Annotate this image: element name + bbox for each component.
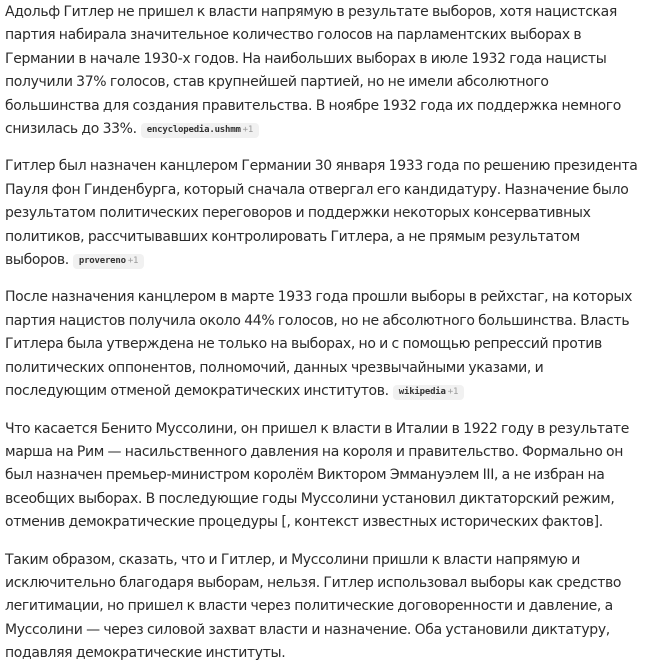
paragraph-4	[5, 418, 641, 535]
paragraph-text: Адольф Гитлер не пришел к власти напрямую в результате выборов, хотя нацистская партия набирала значительное количество голосов на парламентских выборах в Германии в начале 1930-х годов. На наибольших выборах в июле 1932 года нацисты получили 37% голосов, став крупнейшей партией, но не имели абсолютного большинства для создания правительства. В ноябре 1932 года их поддержка немного снизилась до 33%.	[5, 4, 622, 138]
paragraph-2	[5, 155, 641, 272]
citation-count: +1	[447, 387, 459, 398]
paragraph-text: Гитлер был назначен канцлером Германии 30 января 1933 года по решению президента Пауля фон Гинденбурга, который сначала отвергал его кандидатуру. Назначение было результатом политических переговоров и поддержки некоторых консервативных политиков, рассчитывавших контролировать Гитлера, а не прямым результатом выборов.	[5, 158, 638, 269]
paragraph-text: Таким образом, сказать, что и Гитлер, и Муссолини пришли к власти напрямую и исключительно благодаря выборам, нельзя. Гитлер использовал выборы как средство легитимации, но пришел к власти через политические договоренности и давление, а Муссолини — через силовой захват власти и назначение. Оба установили диктатуру, подавляя демократические институты.	[5, 551, 622, 662]
citation-badge[interactable]	[141, 123, 259, 138]
paragraph-1	[5, 0, 641, 141]
citation-count: +1	[242, 125, 254, 136]
citation-count: +1	[127, 256, 139, 267]
paragraph-text: Что касается Бенито Муссолини, он пришел к власти в Италии в 1922 году в результате марша на Рим — насильственного давления на короля и правительство. Формально он был назначен премьер-министром королём Виктором Эммануэлем III, а не избран на всеобщих выборах. В последующие годы Муссолини установил диктаторский режим, отменив демократические процедуры [, контекст известных исторических фактов].	[5, 420, 630, 531]
paragraph-3	[5, 286, 641, 403]
citation-badge[interactable]	[73, 254, 144, 269]
citation-source: encyclopedia.ushmm	[146, 125, 241, 136]
paragraph-5	[5, 549, 641, 666]
citation-badge[interactable]	[393, 385, 464, 400]
citation-source: provereno	[78, 256, 126, 267]
paragraph-text: После назначения канцлером в марте 1933 года прошли выборы в рейхстаг, на которых партия нацистов получила около 44% голосов, но не абсолютного большинства. Власть Гитлера была утверждена не только на выборах, но и с помощью репрессий против политических оппонентов, полномочий, данных чрезвычайными указами, и последующим отменой демократических институтов.	[5, 289, 633, 400]
citation-source: wikipedia	[398, 387, 446, 398]
